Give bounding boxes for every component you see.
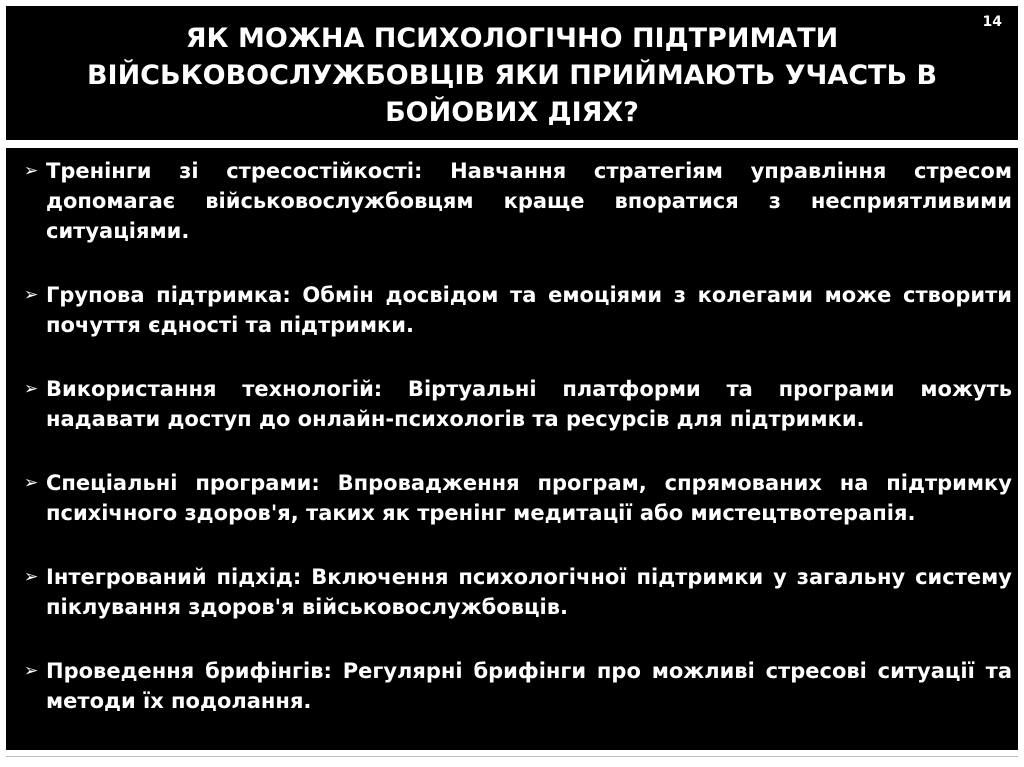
arrowhead-bullet-icon: ➢ [24,567,39,587]
list-item [24,156,1012,246]
list-item-text: Проведення брифінгів: Регулярні брифінги про можливі стресові ситуації та методи їх подолання. [46,659,1012,713]
arrowhead-bullet-icon: ➢ [24,161,39,181]
content-panel [6,148,1018,750]
list-item [24,374,1012,434]
arrowhead-bullet-icon: ➢ [24,661,39,681]
bottom-divider [6,756,1018,757]
list-item [24,562,1012,622]
title-panel [6,6,1018,140]
slide-number: 14 [982,14,1002,30]
arrowhead-bullet-icon: ➢ [24,473,39,493]
slide-title: ЯК МОЖНА ПСИХОЛОГІЧНО ПІДТРИМАТИ ВІЙСЬКОВОСЛУЖБОВЦІВ ЯКИ ПРИЙМАЮТЬ УЧАСТЬ В БОЙОВИХ ДІЯХ? [86,23,938,128]
list-item-text: Спеціальні програми: Впровадження програм, спрямованих на підтримку психічного здоров'я, таких як тренінг медитації або мистецтвотерапія. [46,471,1012,525]
bullet-list [24,156,1012,716]
list-item-text: Інтегрований підхід: Включення психологічної підтримки у загальну систему піклування здоров'я військовослужбовців. [46,565,1012,619]
list-item-text: Групова підтримка: Обмін досвідом та емоціями з колегами може створити почуття єдності та підтримки. [46,283,1012,337]
list-item [24,656,1012,716]
list-item-text: Тренінги зі стресостійкості: Навчання стратегіям управління стресом допомагає військовослужбовцям краще впоратися з несприятливими ситуаціями. [46,159,1012,243]
arrowhead-bullet-icon: ➢ [24,379,39,399]
arrowhead-bullet-icon: ➢ [24,285,39,305]
list-item [24,468,1012,528]
list-item [24,280,1012,340]
list-item-text: Використання технологій: Віртуальні платформи та програми можуть надавати доступ до онлайн-психологів та ресурсів для підтримки. [46,377,1012,431]
